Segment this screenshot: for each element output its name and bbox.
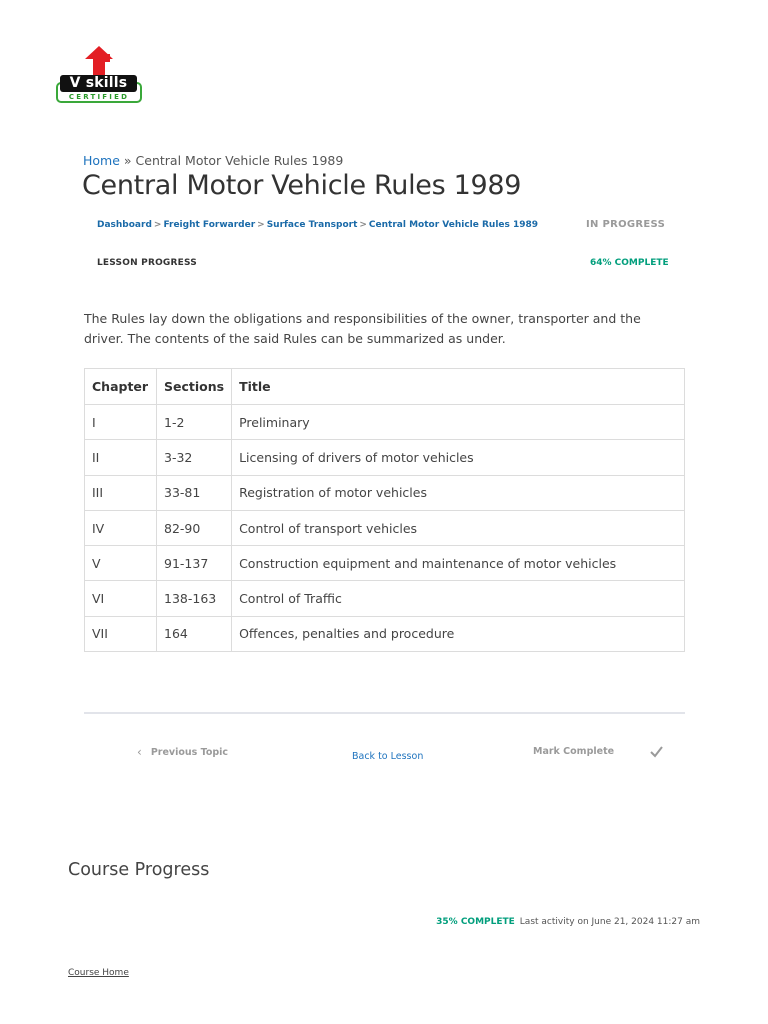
- chapter-cell: I: [85, 405, 157, 440]
- lesson-crumb-dashboard[interactable]: Dashboard: [97, 220, 152, 230]
- breadcrumb-current: Central Motor Vehicle Rules 1989: [135, 153, 344, 168]
- chapters-table: [84, 368, 685, 652]
- course-progress-title: Course Progress: [68, 860, 210, 880]
- title-cell: Control of Traffic: [232, 581, 685, 616]
- chapter-cell: V: [85, 546, 157, 581]
- table-header-chapter: Chapter: [85, 369, 157, 405]
- logo-certified-text: CERTIFIED: [68, 93, 130, 101]
- sections-cell: 138-163: [157, 581, 232, 616]
- table-header-row: [85, 369, 685, 405]
- up-arrow-icon: [85, 46, 113, 76]
- breadcrumb-separator: »: [123, 153, 132, 168]
- title-cell: Offences, penalties and procedure: [232, 616, 685, 651]
- title-cell: Control of transport vehicles: [232, 510, 685, 545]
- sections-cell: 91-137: [157, 546, 232, 581]
- lesson-crumb-topic[interactable]: Central Motor Vehicle Rules 1989: [368, 220, 539, 230]
- sections-cell: 1-2: [157, 405, 232, 440]
- lesson-crumb-separator: >: [359, 220, 367, 230]
- vskills-logo[interactable]: [55, 46, 143, 104]
- title-cell: Preliminary: [232, 405, 685, 440]
- mark-complete-button[interactable]: [533, 746, 614, 757]
- lesson-progress-label: LESSON PROGRESS: [97, 258, 197, 268]
- back-to-lesson-link[interactable]: Back to Lesson: [352, 751, 424, 762]
- course-progress-percent: 35% COMPLETE: [436, 917, 515, 927]
- title-cell: Licensing of drivers of motor vehicles: [232, 440, 685, 475]
- title-cell: Registration of motor vehicles: [232, 475, 685, 510]
- breadcrumb-home-link[interactable]: Home: [83, 153, 120, 168]
- lesson-crumb-separator: >: [257, 220, 265, 230]
- course-progress-stats: [436, 917, 700, 927]
- last-activity-text: Last activity on June 21, 2024 11:27 am: [519, 917, 700, 927]
- chevron-left-icon: ‹: [137, 745, 142, 759]
- page-title: Central Motor Vehicle Rules 1989: [82, 170, 522, 201]
- chapter-cell: VI: [85, 581, 157, 616]
- title-cell: Construction equipment and maintenance of motor vehicles: [232, 546, 685, 581]
- mark-complete-label: Mark Complete: [533, 746, 615, 757]
- lesson-crumb-lesson[interactable]: Surface Transport: [266, 220, 358, 230]
- lesson-crumb-course[interactable]: Freight Forwarder: [163, 220, 256, 230]
- chapter-cell: III: [85, 475, 157, 510]
- table-header-sections: Sections: [157, 369, 232, 405]
- lesson-progress-value: 64% COMPLETE: [590, 258, 669, 268]
- table-row: [85, 510, 685, 545]
- breadcrumb: [83, 153, 343, 168]
- table-row: [85, 440, 685, 475]
- sections-cell: 164: [157, 616, 232, 651]
- sections-cell: 82-90: [157, 510, 232, 545]
- table-row: [85, 405, 685, 440]
- sections-cell: 3-32: [157, 440, 232, 475]
- table-row: [85, 475, 685, 510]
- table-row: [85, 546, 685, 581]
- content-divider: [84, 712, 685, 714]
- table-row: [85, 616, 685, 651]
- logo-wordmark: V skills: [60, 75, 137, 92]
- table-header-title: Title: [232, 369, 685, 405]
- lesson-breadcrumb: [97, 220, 538, 230]
- sections-cell: 33-81: [157, 475, 232, 510]
- status-badge: IN PROGRESS: [586, 219, 666, 230]
- chapter-cell: VII: [85, 616, 157, 651]
- previous-topic-button[interactable]: [137, 745, 228, 759]
- previous-topic-label: Previous Topic: [150, 746, 229, 758]
- intro-paragraph: The Rules lay down the obligations and responsibilities of the owner, transporter and the driver. The contents of the said Rules can be summarized as under.: [84, 311, 641, 346]
- course-home-link[interactable]: Course Home: [68, 968, 129, 978]
- table-row: [85, 581, 685, 616]
- checkmark-icon: [649, 744, 664, 759]
- chapter-cell: IV: [85, 510, 157, 545]
- lesson-crumb-separator: >: [153, 220, 162, 230]
- chapter-cell: II: [85, 440, 157, 475]
